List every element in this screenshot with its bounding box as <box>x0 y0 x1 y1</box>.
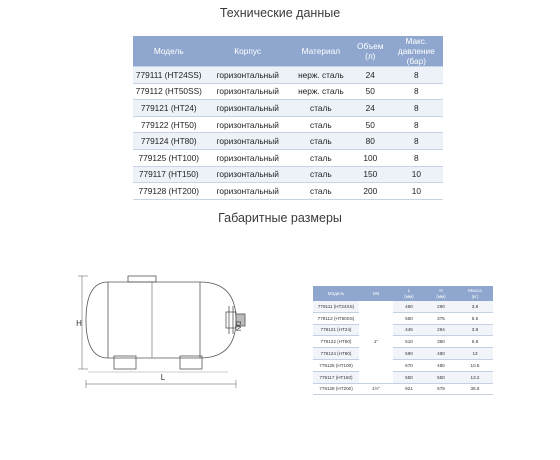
dcell-l: 460 <box>393 301 425 312</box>
dcell-model: 779125 (HT100) <box>313 359 359 371</box>
dims-row <box>313 383 493 395</box>
cell-pressure: 8 <box>390 67 443 84</box>
dcol-dn: DN <box>359 286 393 301</box>
dcell-l: 590 <box>393 348 425 360</box>
cell-model: 779125 (HT100) <box>133 149 205 166</box>
tank-outline <box>86 282 236 358</box>
dim-dn-label: DN <box>234 320 241 332</box>
tech-row <box>133 166 443 183</box>
dcol-mass: Масса (кг) <box>457 286 493 301</box>
dcell-mass: 10.5 <box>457 359 493 371</box>
dcell-h: 678 <box>425 383 457 395</box>
cell-pressure: 8 <box>390 149 443 166</box>
dcell-mass: 13 <box>457 348 493 360</box>
tank-drawing <box>68 262 248 392</box>
dcell-mass: 5.8 <box>457 336 493 348</box>
dcell-model: 779112 (HT50SS) <box>313 312 359 324</box>
dims-row <box>313 348 493 360</box>
dims-row <box>313 336 493 348</box>
dcell-l: 550 <box>393 312 425 324</box>
dcell-h: 550 <box>425 371 457 383</box>
cell-material: сталь <box>291 166 351 183</box>
dcell-l: 550 <box>393 371 425 383</box>
tech-row <box>133 133 443 150</box>
dcell-dn-group: 1" <box>359 301 393 383</box>
col-material: Материал <box>291 36 351 67</box>
col-model: Модель <box>133 36 205 67</box>
dims-header-row <box>313 286 493 301</box>
cell-material: нерж. сталь <box>291 83 351 100</box>
dcell-l: 510 <box>393 336 425 348</box>
dcell-mass: 6.5 <box>457 312 493 324</box>
dcell-h: 375 <box>425 312 457 324</box>
cell-volume: 50 <box>351 83 390 100</box>
tech-row <box>133 116 443 133</box>
dcell-model: 779111 (HT24SS) <box>313 301 359 312</box>
cell-material: сталь <box>291 100 351 117</box>
cell-pressure: 10 <box>390 183 443 200</box>
cell-model: 779111 (HT24SS) <box>133 67 205 84</box>
cell-body: горизонтальный <box>205 149 291 166</box>
cell-body: горизонтальный <box>205 133 291 150</box>
cell-model: 779121 (HT24) <box>133 100 205 117</box>
tech-row <box>133 100 443 117</box>
tech-row <box>133 83 443 100</box>
col-body: Корпус <box>205 36 291 67</box>
dcell-model: 779124 (HT80) <box>313 348 359 360</box>
dcell-mass: 35.5 <box>457 383 493 395</box>
tech-row <box>133 183 443 200</box>
cell-model: 779117 (HT150) <box>133 166 205 183</box>
dims-row <box>313 371 493 383</box>
dim-h-label: H <box>76 319 82 328</box>
dim-l-label: L <box>160 373 166 382</box>
cell-model: 779124 (HT80) <box>133 133 205 150</box>
cell-pressure: 8 <box>390 116 443 133</box>
cell-volume: 50 <box>351 116 390 133</box>
cell-model: 779112 (HT50SS) <box>133 83 205 100</box>
tech-header-row <box>133 36 443 67</box>
cell-body: горизонтальный <box>205 100 291 117</box>
dims-row <box>313 301 493 312</box>
col-pressure: Макс. давление (бар) <box>390 36 443 67</box>
dcol-h: H (мм) <box>425 286 457 301</box>
cell-body: горизонтальный <box>205 166 291 183</box>
dcell-h: 290 <box>425 301 457 312</box>
cell-pressure: 8 <box>390 100 443 117</box>
dims-row <box>313 324 493 336</box>
dcol-l: L (мм) <box>393 286 425 301</box>
dcell-l: 670 <box>393 359 425 371</box>
tech-row <box>133 149 443 166</box>
cell-pressure: 10 <box>390 166 443 183</box>
dcell-model: 779122 (HT50) <box>313 336 359 348</box>
cell-material: сталь <box>291 149 351 166</box>
dcell-h: 294 <box>425 324 457 336</box>
dcell-l: 445 <box>393 324 425 336</box>
dcell-l: 921 <box>393 383 425 395</box>
cell-body: горизонтальный <box>205 183 291 200</box>
cell-material: сталь <box>291 116 351 133</box>
cell-volume: 80 <box>351 133 390 150</box>
dcell-model: 779117 (HT150) <box>313 371 359 383</box>
cell-material: сталь <box>291 133 351 150</box>
dcol-model: Модель <box>313 286 359 301</box>
dimensions-table <box>313 286 493 395</box>
dcell-h: 360 <box>425 336 457 348</box>
tech-row <box>133 67 443 84</box>
cell-volume: 24 <box>351 67 390 84</box>
cell-model: 779128 (HT200) <box>133 183 205 200</box>
cell-volume: 100 <box>351 149 390 166</box>
col-volume: Объем (л) <box>351 36 390 67</box>
dims-row <box>313 359 493 371</box>
cell-body: горизонтальный <box>205 116 291 133</box>
dimensions-title: Габаритные размеры <box>218 211 342 225</box>
dcell-mass: 3.8 <box>457 301 493 312</box>
dcell-model: 779121 (HT24) <box>313 324 359 336</box>
tech-data-title: Технические данные <box>219 6 341 20</box>
dcell-mass: 3.8 <box>457 324 493 336</box>
dcell-h: 480 <box>425 359 457 371</box>
cell-body: горизонтальный <box>205 83 291 100</box>
cell-material: нерж. сталь <box>291 67 351 84</box>
dcell-h: 480 <box>425 348 457 360</box>
dcell-mass: 13.2 <box>457 371 493 383</box>
dims-row <box>313 312 493 324</box>
cell-pressure: 8 <box>390 83 443 100</box>
cell-pressure: 8 <box>390 133 443 150</box>
dcell-dn: 1½" <box>359 383 393 395</box>
cell-material: сталь <box>291 183 351 200</box>
cell-body: горизонтальный <box>205 67 291 84</box>
dcell-model: 779128 (HT200) <box>313 383 359 395</box>
cell-volume: 150 <box>351 166 390 183</box>
cell-model: 779122 (HT50) <box>133 116 205 133</box>
cell-volume: 200 <box>351 183 390 200</box>
top-cap <box>128 276 156 282</box>
tech-data-table <box>133 36 443 200</box>
cell-volume: 24 <box>351 100 390 117</box>
